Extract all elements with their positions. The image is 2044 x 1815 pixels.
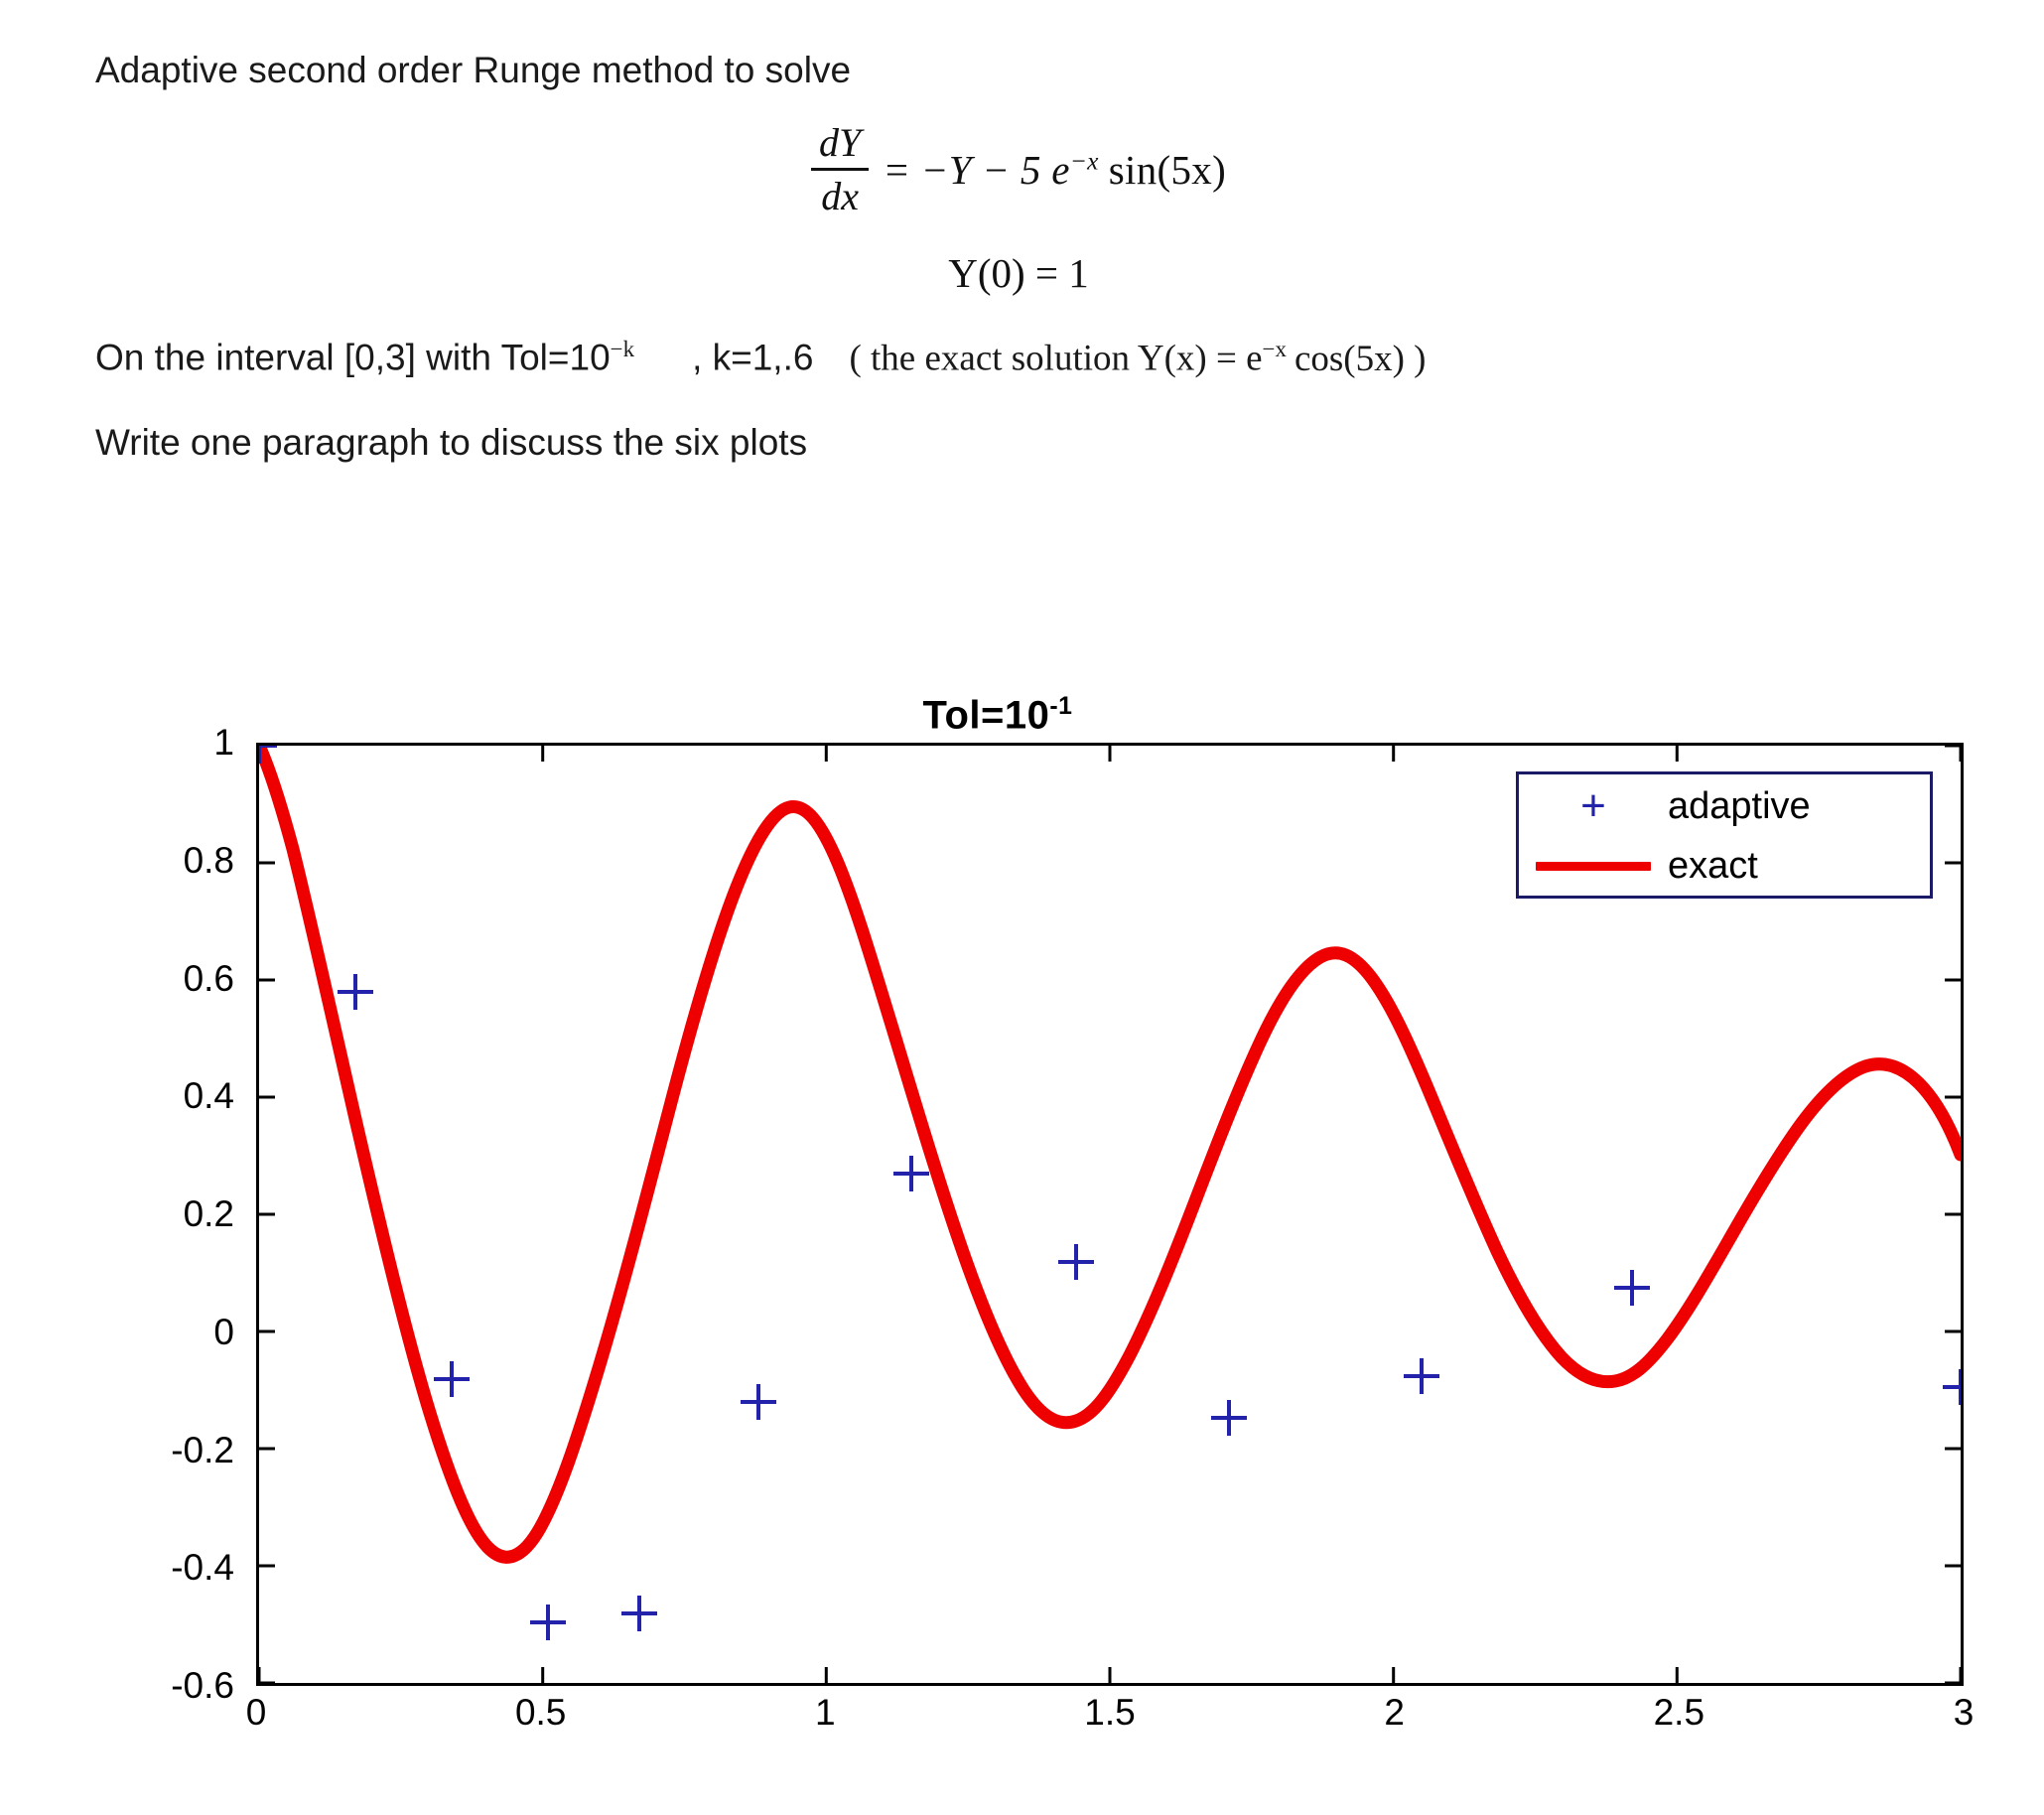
marker-point	[1211, 1400, 1247, 1436]
x-tick-2: 2	[1384, 1692, 1405, 1733]
exact-solution-text: ( the exact solution Y(x) = e	[849, 338, 1263, 379]
legend-label-adaptive: adaptive	[1668, 784, 1811, 827]
exact-solution-tail: cos(5x) )	[1294, 338, 1427, 379]
legend	[1516, 771, 1933, 899]
figure	[0, 655, 2044, 1807]
derivative-fraction	[811, 119, 869, 219]
marker-point	[530, 1605, 566, 1640]
k-range-text: , k=1,.6	[692, 337, 814, 378]
problem-statement	[95, 48, 1942, 466]
x-tick-3: 3	[1953, 1692, 1975, 1733]
y-tick-02: 0.2	[183, 1193, 234, 1234]
equation-rhs	[883, 146, 1226, 194]
y-tick-08: 0.8	[183, 839, 234, 881]
marker-point	[1058, 1244, 1094, 1280]
marker-point	[1943, 1369, 1961, 1405]
prompt-line-1: Adaptive second order Runge method to solve	[95, 50, 852, 90]
y-axis-labels	[40, 722, 234, 1706]
y-tick-06: 0.6	[183, 957, 234, 999]
exact-solution-exponent: −x	[1262, 337, 1287, 362]
legend-item-exact	[1519, 836, 1930, 896]
y-tick-0: 0	[213, 1311, 234, 1352]
prompt-interval-line	[95, 337, 1942, 379]
marker-point	[741, 1384, 776, 1420]
y-tick-n06: -0.6	[171, 1665, 234, 1706]
equation-rhs-exponent: −x	[1069, 147, 1099, 176]
marker-point	[621, 1596, 657, 1631]
differential-equation	[95, 119, 1942, 219]
fraction-denominator: dx	[821, 174, 859, 219]
x-tick-25: 2.5	[1653, 1692, 1705, 1733]
legend-item-adaptive	[1519, 776, 1930, 836]
marker-point	[434, 1361, 470, 1397]
x-tick-1: 1	[815, 1692, 836, 1733]
plus-marker-icon: +	[1580, 781, 1606, 830]
chart-title-exponent: -1	[1049, 693, 1073, 720]
x-tick-15: 1.5	[1084, 1692, 1136, 1733]
y-tick-n04: -0.4	[171, 1547, 234, 1589]
y-tick-n02: -0.2	[171, 1429, 234, 1470]
x-axis-labels	[245, 1692, 1975, 1751]
line-sample-icon	[1519, 862, 1668, 871]
y-tick-04: 0.4	[183, 1075, 234, 1117]
fraction-numerator: dY	[818, 120, 862, 166]
marker-point	[893, 1156, 929, 1191]
equation-rhs-tail: sin(5x)	[1108, 146, 1227, 193]
marker-point	[1404, 1358, 1439, 1394]
legend-label-exact: exact	[1668, 844, 1758, 887]
tolerance-exponent: −k	[610, 337, 635, 362]
marker-point	[338, 974, 373, 1010]
x-tick-05: 0.5	[514, 1692, 567, 1733]
y-tick-1: 1	[213, 722, 234, 763]
marker-point	[1614, 1270, 1650, 1306]
chart-title-text: Tol=10	[922, 693, 1050, 738]
x-tick-0: 0	[245, 1692, 267, 1733]
initial-condition: Y(0) = 1	[948, 250, 1089, 297]
equation-rhs-main: = −Y − 5 e	[883, 146, 1070, 193]
interval-text: On the interval [0,3] with Tol=10	[95, 337, 611, 378]
plot-area	[256, 743, 1964, 1686]
chart-title	[0, 693, 1995, 738]
prompt-last-line: Write one paragraph to discuss the six plots	[95, 421, 808, 463]
